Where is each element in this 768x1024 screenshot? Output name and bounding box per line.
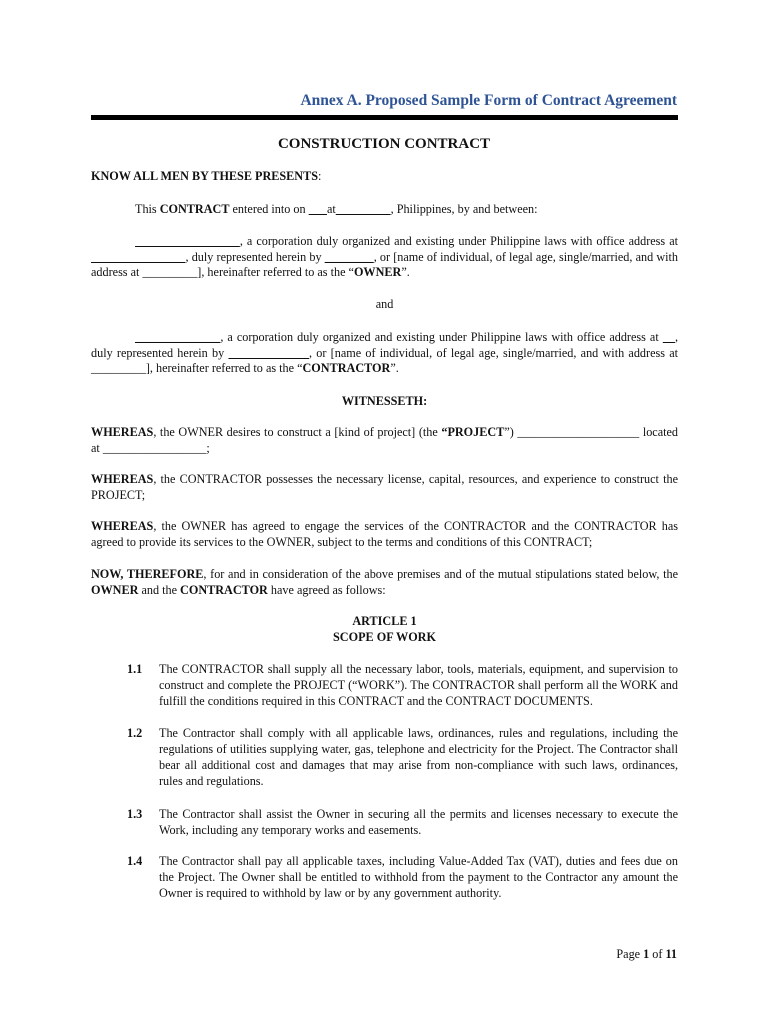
contractor-text-b: , duly represented herein by <box>91 330 678 360</box>
contractor-paragraph <box>91 330 678 377</box>
clause-number: 1.1 <box>127 662 143 676</box>
witnesseth-heading: WITNESSETH: <box>341 394 428 408</box>
intro-contract: CONTRACT <box>159 202 230 216</box>
whereas1-text-d: ”) ____________________ located at _________________; <box>91 425 679 455</box>
contractor-rep-blank <box>228 346 309 360</box>
whereas-project <box>91 425 678 456</box>
contractor-text-e: ”. <box>390 361 399 375</box>
owner-label: OWNER <box>353 265 402 279</box>
whereas-label: WHEREAS <box>91 425 154 439</box>
know-all-text: KNOW ALL MEN BY THESE PRESENTS <box>91 169 319 183</box>
owner-address-blank <box>91 250 186 264</box>
page-current: 1 <box>643 947 650 961</box>
place-blank <box>336 202 391 216</box>
annex-title: Annex A. Proposed Sample Form of Contract Agreement <box>300 92 677 109</box>
and-separator: and <box>375 297 394 311</box>
owner-text-a: , a corporation duly organized and existing under Philippine laws with office address at <box>239 234 678 248</box>
whereas-label: WHEREAS <box>91 472 154 486</box>
header-rule <box>91 115 678 120</box>
whereas-contractor <box>91 472 678 503</box>
article-number: ARTICLE 1 <box>352 614 417 628</box>
whereas3-text: , the OWNER has agreed to engage the services of the CONTRACTOR and the CONTRACTOR has agreed to provide its services to the OWNER, subject to the terms and conditions of this CONTRACT; <box>91 519 678 549</box>
whereas-engage <box>91 519 678 550</box>
contractor-text-a: , a corporation duly organized and existing under Philippine laws with office address at <box>220 330 663 344</box>
clause-number: 1.2 <box>127 726 143 740</box>
contractor-label: CONTRACTOR <box>302 361 391 375</box>
now-therefore-text-d: and the <box>138 582 181 597</box>
clause-text: The Contractor shall pay all applicable taxes, including Value-Added Tax (VAT), duties and fees due on the Project. The Owner shall be entitled to withhold from the payment to the Contractor any amount the Owner is required to withhold by law or by any government authority. <box>159 854 678 900</box>
page-number <box>616 947 677 962</box>
contractor-name-blank: ______________ <box>135 330 221 344</box>
know-all-colon: : <box>318 169 322 183</box>
document-title: CONSTRUCTION CONTRACT <box>277 136 491 152</box>
owner-text-e: ”. <box>401 265 410 279</box>
know-all-men <box>91 169 678 185</box>
clause-number: 1.3 <box>127 807 143 821</box>
intro-text-e: , Philippines, by and between: <box>390 202 538 216</box>
owner-rep-blank: _______ <box>324 249 374 264</box>
project-label: “PROJECT <box>441 425 505 439</box>
owner-name-blank <box>135 234 240 248</box>
whereas1-text-b: , the OWNER desires to construct a [kind of project] (the <box>153 425 442 439</box>
clause-text: The CONTRACTOR shall supply all the necessary labor, tools, materials, equipment, and supervision to construct and complete the PROJECT (“WORK”). The CONTRACTOR shall perform all the WORK and fulfill the conditions required in this CONTRACT and the CONTRACT DOCUMENTS. <box>159 662 678 708</box>
contractor-text-c: , or [name of individual, of legal age, single/married, and with address at _________], hereinafter referred to as the “ <box>91 345 678 375</box>
intro-text-a: This <box>135 202 160 216</box>
page-total: 11 <box>665 947 677 961</box>
whereas-label: WHEREAS <box>91 519 154 533</box>
intro-text-c: entered into on <box>229 202 309 216</box>
now-therefore-contractor: CONTRACTOR <box>180 582 268 597</box>
now-therefore-text-b: , for and in consideration of the above premises and of the mutual stipulations stated below, the <box>203 567 679 581</box>
clause-number: 1.4 <box>127 854 143 868</box>
owner-text-b: , duly represented herein by <box>185 249 325 264</box>
page-label: Page <box>616 947 644 961</box>
clause-text: The Contractor shall comply with all applicable laws, ordinances, rules and regulations, including the regulations of utilities supplying water, gas, telephone and electricity for the Project. The Contractor shall bear all additional cost and damages that may arise from non-compliance with such laws, ordinances, rules and regulations. <box>159 726 678 788</box>
owner-text-c: , or [name of individual, of legal age, single/married, and with address at _________], hereinafter referred to as the “ <box>91 249 679 279</box>
now-therefore <box>91 567 678 598</box>
now-therefore-label: NOW, THEREFORE <box>91 567 204 581</box>
intro-text-d: at <box>326 202 336 216</box>
intro-paragraph <box>91 202 678 218</box>
now-therefore-owner: OWNER <box>91 582 139 597</box>
article-title: SCOPE OF WORK <box>333 630 436 644</box>
now-therefore-text-f: have agreed as follows: <box>267 582 386 597</box>
whereas2-text: , the CONTRACTOR possesses the necessary license, capital, resources, and experience to construct the PROJECT; <box>91 472 678 502</box>
owner-paragraph <box>91 234 678 281</box>
contractor-address-blank <box>663 330 675 344</box>
clause-text: The Contractor shall assist the Owner in securing all the permits and licenses necessary to execute the Work, including any temporary works and easements. <box>159 807 678 837</box>
page-of: of <box>649 947 666 961</box>
date-blank <box>309 202 327 216</box>
